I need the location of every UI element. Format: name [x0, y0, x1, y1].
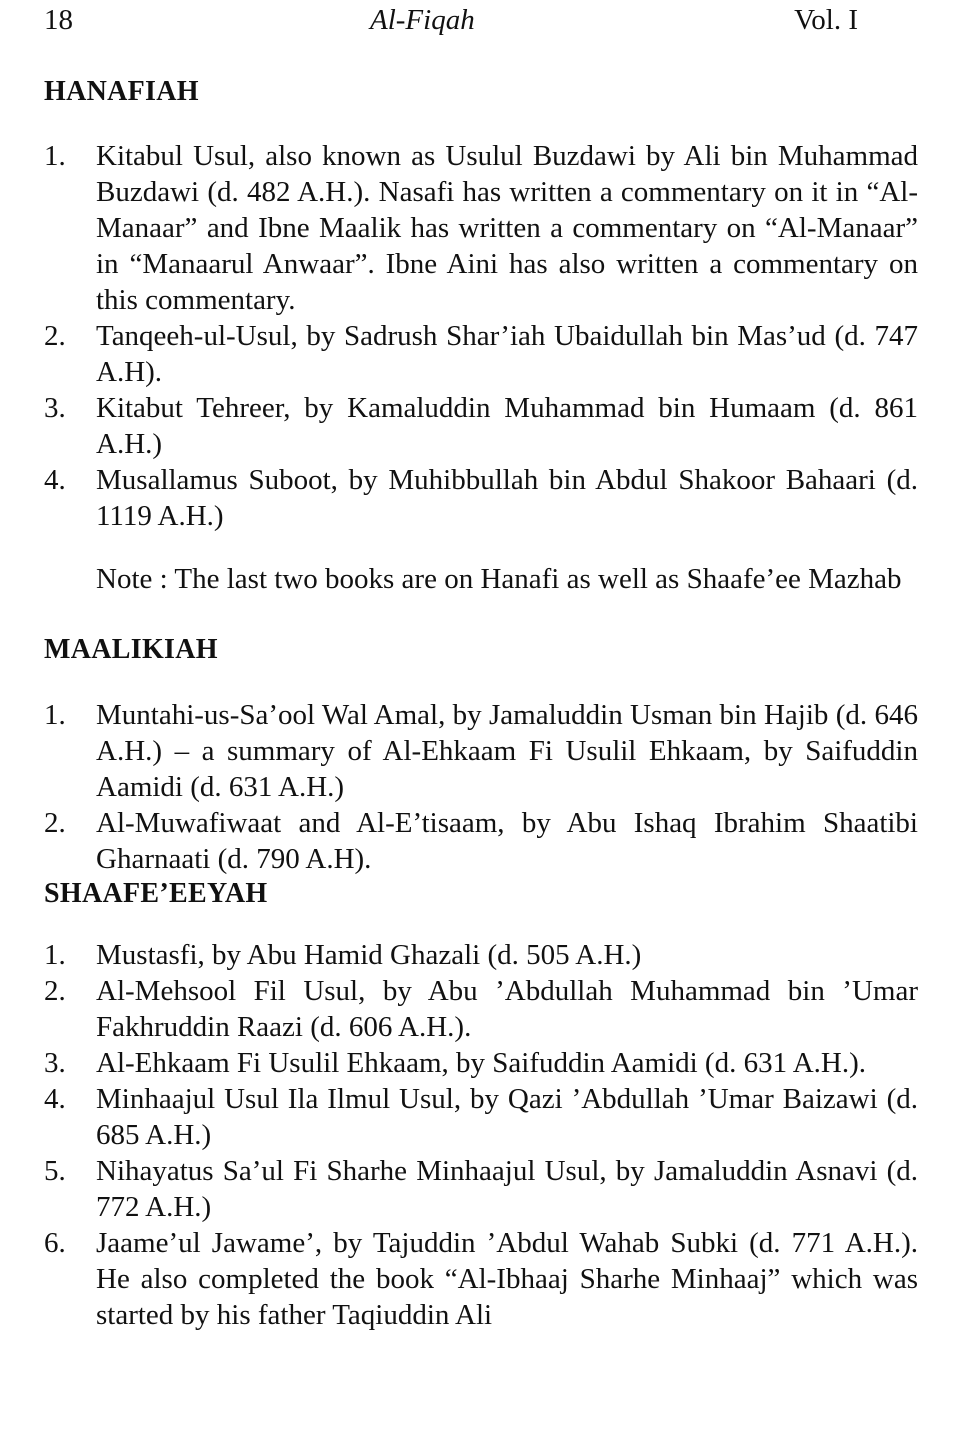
volume-label: Vol. I [794, 4, 858, 36]
running-title: Al-Fiqah [370, 4, 475, 36]
list-item [44, 973, 918, 1045]
item-number: 1. [44, 140, 66, 172]
item-text: Muntahi-us-Sa’ool Wal Amal, by Jamaluddin Usman bin Hajib (d. 646 A.H.) – a summary of Al-Ehkaam Fi Usulil Ehkaam, by Saifuddin Aamidi (d. 631 A.H.) [96, 699, 918, 803]
list-item [44, 1081, 918, 1153]
item-number: 3. [44, 392, 66, 424]
page-number: 18 [44, 4, 73, 36]
list-item [44, 1153, 918, 1225]
item-text: Minhaajul Usul Ila Ilmul Usul, by Qazi ’Abdullah ’Umar Baizawi (d. 685 A.H.) [96, 1083, 918, 1151]
list-item [44, 697, 918, 805]
shaafeeeyah-list [44, 937, 918, 1333]
item-text: Tanqeeh-ul-Usul, by Sadrush Shar’iah Ubaidullah bin Mas’ud (d. 747 A.H). [96, 320, 918, 388]
list-item [44, 1045, 918, 1081]
item-number: 5. [44, 1155, 66, 1187]
list-item [44, 318, 918, 390]
list-item [44, 462, 918, 534]
item-text: Kitabut Tehreer, by Kamaluddin Muhammad bin Humaam (d. 861 A.H.) [96, 392, 918, 460]
item-text: Kitabul Usul, also known as Usulul Buzdawi by Ali bin Muhammad Buzdawi (d. 482 A.H.). Nasafi has written a commentary on it in “Al-Manaar” and Ibne Maalik has written a commentary on “Al-Manaar” in “Manaarul Anwaar”. Ibne Aini has also written a commentary on this commentary. [96, 140, 918, 316]
maalikiah-list [44, 697, 918, 877]
item-number: 6. [44, 1227, 66, 1259]
list-item [44, 1225, 918, 1333]
item-text: Al-Mehsool Fil Usul, by Abu ’Abdullah Muhammad bin ’Umar Fakhruddin Raazi (d. 606 A.H.). [96, 975, 918, 1043]
item-text: Mustasfi, by Abu Hamid Ghazali (d. 505 A.H.) [96, 939, 642, 971]
item-text: Jaame’ul Jawame’, by Tajuddin ’Abdul Wahab Subki (d. 771 A.H.). He also completed the book “Al-Ibhaaj Sharhe Minhaaj” which was started by his father Taqiuddin Ali [96, 1227, 918, 1331]
list-item [44, 805, 918, 877]
list-item [44, 937, 918, 973]
item-number: 1. [44, 699, 66, 731]
item-text: Musallamus Suboot, by Muhibbullah bin Abdul Shakoor Bahaari (d. 1119 A.H.) [96, 464, 918, 532]
section-heading-maalikiah: MAALIKIAH [44, 634, 218, 665]
section-heading-shaafeeeyah: SHAAFE’EEYAH [44, 878, 268, 909]
item-number: 4. [44, 1083, 66, 1115]
item-number: 2. [44, 320, 66, 352]
item-text: Al-Muwafiwaat and Al-E’tisaam, by Abu Ishaq Ibrahim Shaatibi Gharnaati (d. 790 A.H). [96, 807, 918, 875]
item-text: Al-Ehkaam Fi Usulil Ehkaam, by Saifuddin Aamidi (d. 631 A.H.). [96, 1047, 867, 1079]
item-number: 3. [44, 1047, 66, 1079]
hanafiah-list [44, 138, 918, 534]
item-text: Nihayatus Sa’ul Fi Sharhe Minhaajul Usul, by Jamaluddin Asnavi (d. 772 A.H.) [96, 1155, 918, 1223]
section-heading-hanafiah: HANAFIAH [44, 76, 199, 107]
running-header [44, 2, 858, 38]
list-item [44, 390, 918, 462]
list-item [44, 138, 918, 318]
item-number: 1. [44, 939, 66, 971]
item-number: 4. [44, 464, 66, 496]
note-paragraph: Note : The last two books are on Hanafi as well as Shaafe’ee Mazhab [96, 563, 902, 595]
item-number: 2. [44, 975, 66, 1007]
item-number: 2. [44, 807, 66, 839]
